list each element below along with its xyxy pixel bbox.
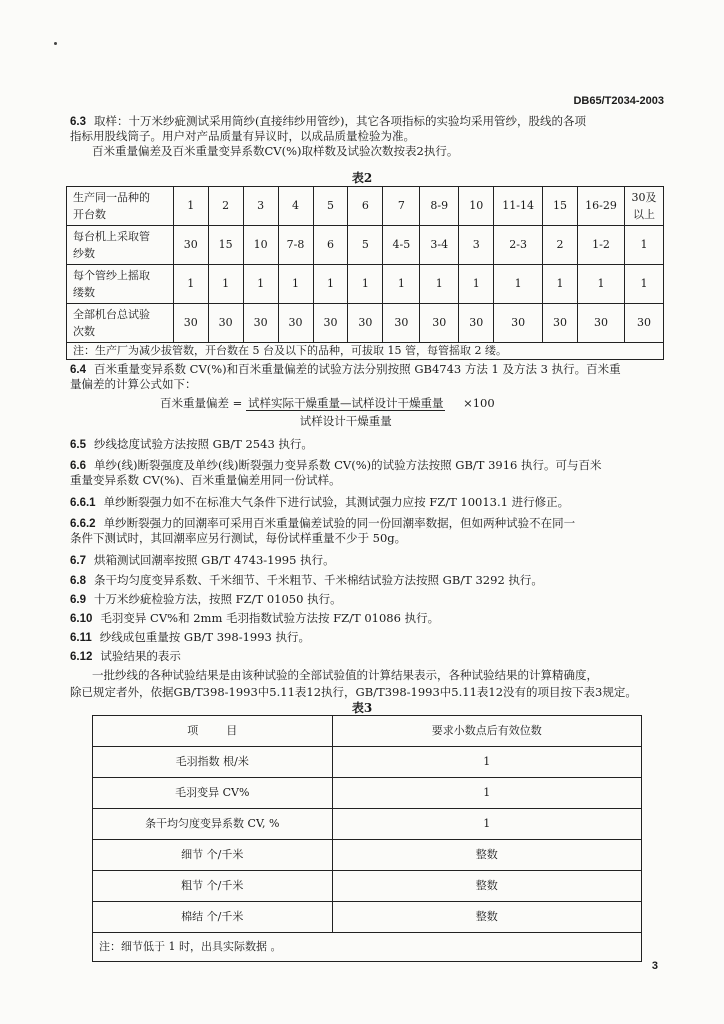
table3-row — [93, 778, 642, 809]
row-label-line: 生产同一品种的 — [73, 190, 150, 204]
table2-cell: 5 — [313, 187, 348, 226]
clause-6-11 — [70, 630, 666, 645]
formula-lhs: 百米重量偏差 = — [160, 396, 243, 410]
document-number: DB65/T2034-2003 — [573, 95, 664, 107]
table2-cell: 4-5 — [383, 226, 420, 265]
table2-cell: 1 — [459, 265, 494, 304]
table3-value-cell: 1 — [332, 747, 641, 778]
weight-deviation-formula — [160, 396, 495, 429]
table2-cell: 30 — [624, 304, 663, 343]
clause-text: 一批纱线的各种试验结果是由该种试验的全部试验值的计算结果表示，各种试验结果的计算精确度， — [92, 668, 598, 683]
clause-number: 6.7 — [70, 555, 86, 567]
clause-text-cont: 量偏差的计算公式如下： — [70, 377, 197, 392]
table2-cell: 8-9 — [420, 187, 459, 226]
row-label-line: 次数 — [73, 325, 95, 338]
formula-denominator: 试样设计干燥重量 — [299, 414, 392, 429]
table3-header-row — [93, 716, 642, 747]
table2-cell: 30 — [383, 304, 420, 343]
clause-6-5 — [70, 437, 666, 452]
row-label-line: 缕数 — [73, 286, 95, 299]
table2-row — [67, 265, 664, 304]
table2-cell: 30 — [173, 304, 208, 343]
clause-number: 6.8 — [70, 575, 86, 587]
clause-text: 单纱(线)断裂强度及单纱(线)断裂强力变异系数 CV(%)的试验方法按照 GB/T 3916 执行。可与百米 — [94, 458, 602, 472]
table2-cell: 30 — [208, 304, 243, 343]
table2-cell: 1 — [173, 187, 208, 226]
table2-cell: 30 — [578, 304, 625, 343]
clause-6-4 — [70, 362, 666, 392]
table2-cell: 5 — [348, 226, 383, 265]
table2-cell: 4 — [278, 187, 313, 226]
table2-cell: 10 — [243, 226, 278, 265]
table3-value-cell: 整数 — [332, 840, 641, 871]
clause-title: 试验结果的表示 — [100, 649, 181, 663]
clause-text: 单纱断裂强力的回潮率可采用百米重量偏差试验的同一份回潮率数据，但如两种试验不在同一 — [103, 516, 576, 530]
table2-cell: 6 — [313, 226, 348, 265]
clause-number: 6.5 — [70, 439, 86, 451]
table3-item-cell: 毛羽指数 根/米 — [93, 747, 333, 778]
table3-row — [93, 902, 642, 933]
table3-row — [93, 871, 642, 902]
table3-caption: 表3 — [351, 701, 373, 715]
table2-cell: 30 — [313, 304, 348, 343]
clause-6-9 — [70, 592, 666, 607]
table2-cell: 1 — [243, 265, 278, 304]
table3-row — [93, 840, 642, 871]
table2-cell: 30 — [278, 304, 313, 343]
formula-multiplier: ×100 — [463, 396, 495, 410]
table2-cell: 1 — [624, 265, 663, 304]
clause-number: 6.6.2 — [70, 518, 96, 530]
table2-cell: 10 — [459, 187, 494, 226]
row-label-line: 每个管纱上摇取 — [73, 268, 150, 282]
table2-cell: 1 — [420, 265, 459, 304]
clause-text: 十万米纱疵检验方法，按照 FZ/T 01050 执行。 — [94, 592, 342, 606]
table2-row-label — [67, 304, 174, 343]
table2-row — [67, 304, 664, 343]
clause-6-6-2 — [70, 516, 666, 546]
clause-number: 6.12 — [70, 651, 93, 663]
clause-text-cont: 重量变异系数 CV(%)、百米重量偏差用同一份试样。 — [70, 473, 341, 488]
row-label-line: 开台数 — [73, 208, 106, 221]
clause-text-cont: 除已规定者外，依据GB/T398-1993中5.11表12执行，GB/T398-1993中5.11表12没有的项目按下表3规定。 — [70, 684, 637, 699]
clause-number: 6.4 — [70, 364, 86, 376]
clause-text-cont: 条件下测试时，其回潮率应另行测试，每份试样重量不少于 50g。 — [70, 531, 407, 546]
table2-note-row — [67, 343, 664, 360]
table3-row — [93, 809, 642, 840]
clause-text: 条干均匀度变异系数、千米细节、千米粗节、千米棉结试验方法按照 GB/T 3292 执行。 — [94, 573, 543, 587]
table2-cell: 2 — [543, 226, 578, 265]
table2-cell: 11-14 — [494, 187, 543, 226]
clause-number: 6.6.1 — [70, 497, 96, 509]
clause-6-6-1 — [70, 495, 666, 510]
table3-note-row — [93, 933, 642, 962]
table2-caption: 表2 — [351, 171, 373, 185]
table2-row-label — [67, 187, 174, 226]
clause-text-cont: 指标用股线筒子。用户对产品质量有异议时，以成品质量检验为准。 — [70, 129, 415, 144]
table3-value-cell: 1 — [332, 809, 641, 840]
table2-cell: 1-2 — [578, 226, 625, 265]
clause-text: 烘箱测试回潮率按照 GB/T 4743-1995 执行。 — [94, 553, 335, 567]
table2-cell: 1 — [313, 265, 348, 304]
table2-cell: 1 — [278, 265, 313, 304]
table2-cell: 2-3 — [494, 226, 543, 265]
table2-cell: 7 — [383, 187, 420, 226]
table2-cell: 15 — [208, 226, 243, 265]
table2-cell: 1 — [208, 265, 243, 304]
table2-cell: 1 — [348, 265, 383, 304]
table3-row — [93, 747, 642, 778]
table3-header-cell: 项 目 — [93, 716, 333, 747]
table2-cell: 3 — [459, 226, 494, 265]
table2-cell: 30 — [243, 304, 278, 343]
table3-value-cell: 整数 — [332, 871, 641, 902]
row-label-line: 全部机台总试验 — [73, 307, 150, 321]
clause-text: 纱线成包重量按 GB/T 398-1993 执行。 — [99, 630, 310, 644]
table3 — [92, 715, 642, 962]
clause-text: 毛羽变异 CV%和 2mm 毛羽指数试验方法按 FZ/T 01086 执行。 — [100, 611, 440, 625]
table2 — [66, 186, 664, 360]
table2-cell: 30 — [459, 304, 494, 343]
clause-6-7 — [70, 553, 666, 568]
clause-number: 6.9 — [70, 594, 86, 606]
table2-row-label — [67, 226, 174, 265]
table2-cell: 1 — [173, 265, 208, 304]
table2-cell: 30 — [420, 304, 459, 343]
formula-numerator: 试样实际干燥重量—试样设计干燥重量 — [247, 396, 444, 410]
table3-item-cell: 毛羽变异 CV% — [93, 778, 333, 809]
table3-value-cell: 1 — [332, 778, 641, 809]
table2-cell: 1 — [494, 265, 543, 304]
table2-cell: 30 — [494, 304, 543, 343]
table2-cell: 7-8 — [278, 226, 313, 265]
table2-cell: 30及 以上 — [624, 187, 663, 226]
table2-cell: 2 — [208, 187, 243, 226]
table3-item-cell: 粗节 个/千米 — [93, 871, 333, 902]
clause-6-12 — [70, 649, 666, 699]
clause-6-3 — [70, 114, 666, 158]
table2-row-label — [67, 265, 174, 304]
clause-6-6 — [70, 458, 666, 488]
clause-number: 6.10 — [70, 613, 93, 625]
table3-note: 注：细节低于 1 时，出具实际数据 。 — [93, 933, 642, 962]
clause-text: 单纱断裂强力如不在标准大气条件下进行试验，其测试强力应按 FZ/T 10013.1 进行修正。 — [103, 495, 570, 509]
table3-header-cell: 要求小数点后有效位数 — [332, 716, 641, 747]
clause-text: 百米重量变异系数 CV(%)和百米重量偏差的试验方法分别按照 GB4743 方法 1 及方法 3 执行。百米重 — [94, 362, 621, 376]
page-number: 3 — [651, 960, 658, 972]
table2-cell: 6 — [348, 187, 383, 226]
table2-cell: 30 — [173, 226, 208, 265]
table3-value-cell: 整数 — [332, 902, 641, 933]
table3-item-cell: 棉结 个/千米 — [93, 902, 333, 933]
clause-text: 纱线捻度试验方法按照 GB/T 2543 执行。 — [94, 437, 313, 451]
table2-cell: 3 — [243, 187, 278, 226]
clause-text: 取样：十万米纱疵测试采用筒纱(直接纬纱用管纱)，其它各项指标的实验均采用管纱，股线的各项 — [94, 114, 586, 128]
table2-cell: 1 — [383, 265, 420, 304]
formula-fraction — [246, 396, 446, 429]
table2-cell: 1 — [624, 226, 663, 265]
table2-cell: 30 — [348, 304, 383, 343]
row-label-line: 每台机上采取管 — [73, 229, 150, 243]
clause-6-8 — [70, 573, 666, 588]
row-label-line: 纱数 — [73, 247, 95, 260]
table3-item-cell: 条干均匀度变异系数 CV, % — [93, 809, 333, 840]
clause-number: 6.11 — [70, 632, 92, 644]
table2-note: 注：生产厂为减少拔管数，开台数在 5 台及以下的品种，可拔取 15 管，每管摇取 2 缕。 — [67, 343, 664, 360]
table2-cell: 3-4 — [420, 226, 459, 265]
table3-item-cell: 细节 个/千米 — [93, 840, 333, 871]
scan-speck — [54, 42, 57, 45]
table2-cell: 1 — [578, 265, 625, 304]
clause-text-cont: 百米重量偏差及百米重量变异系数CV(%)取样数及试验次数按表2执行。 — [92, 143, 459, 158]
table2-row — [67, 187, 664, 226]
table2-cell: 30 — [543, 304, 578, 343]
clause-number: 6.6 — [70, 460, 86, 472]
clause-6-10 — [70, 611, 666, 626]
table2-cell: 15 — [543, 187, 578, 226]
table2-cell: 1 — [543, 265, 578, 304]
table2-cell: 16-29 — [578, 187, 625, 226]
clause-number: 6.3 — [70, 116, 86, 128]
table2-row — [67, 226, 664, 265]
